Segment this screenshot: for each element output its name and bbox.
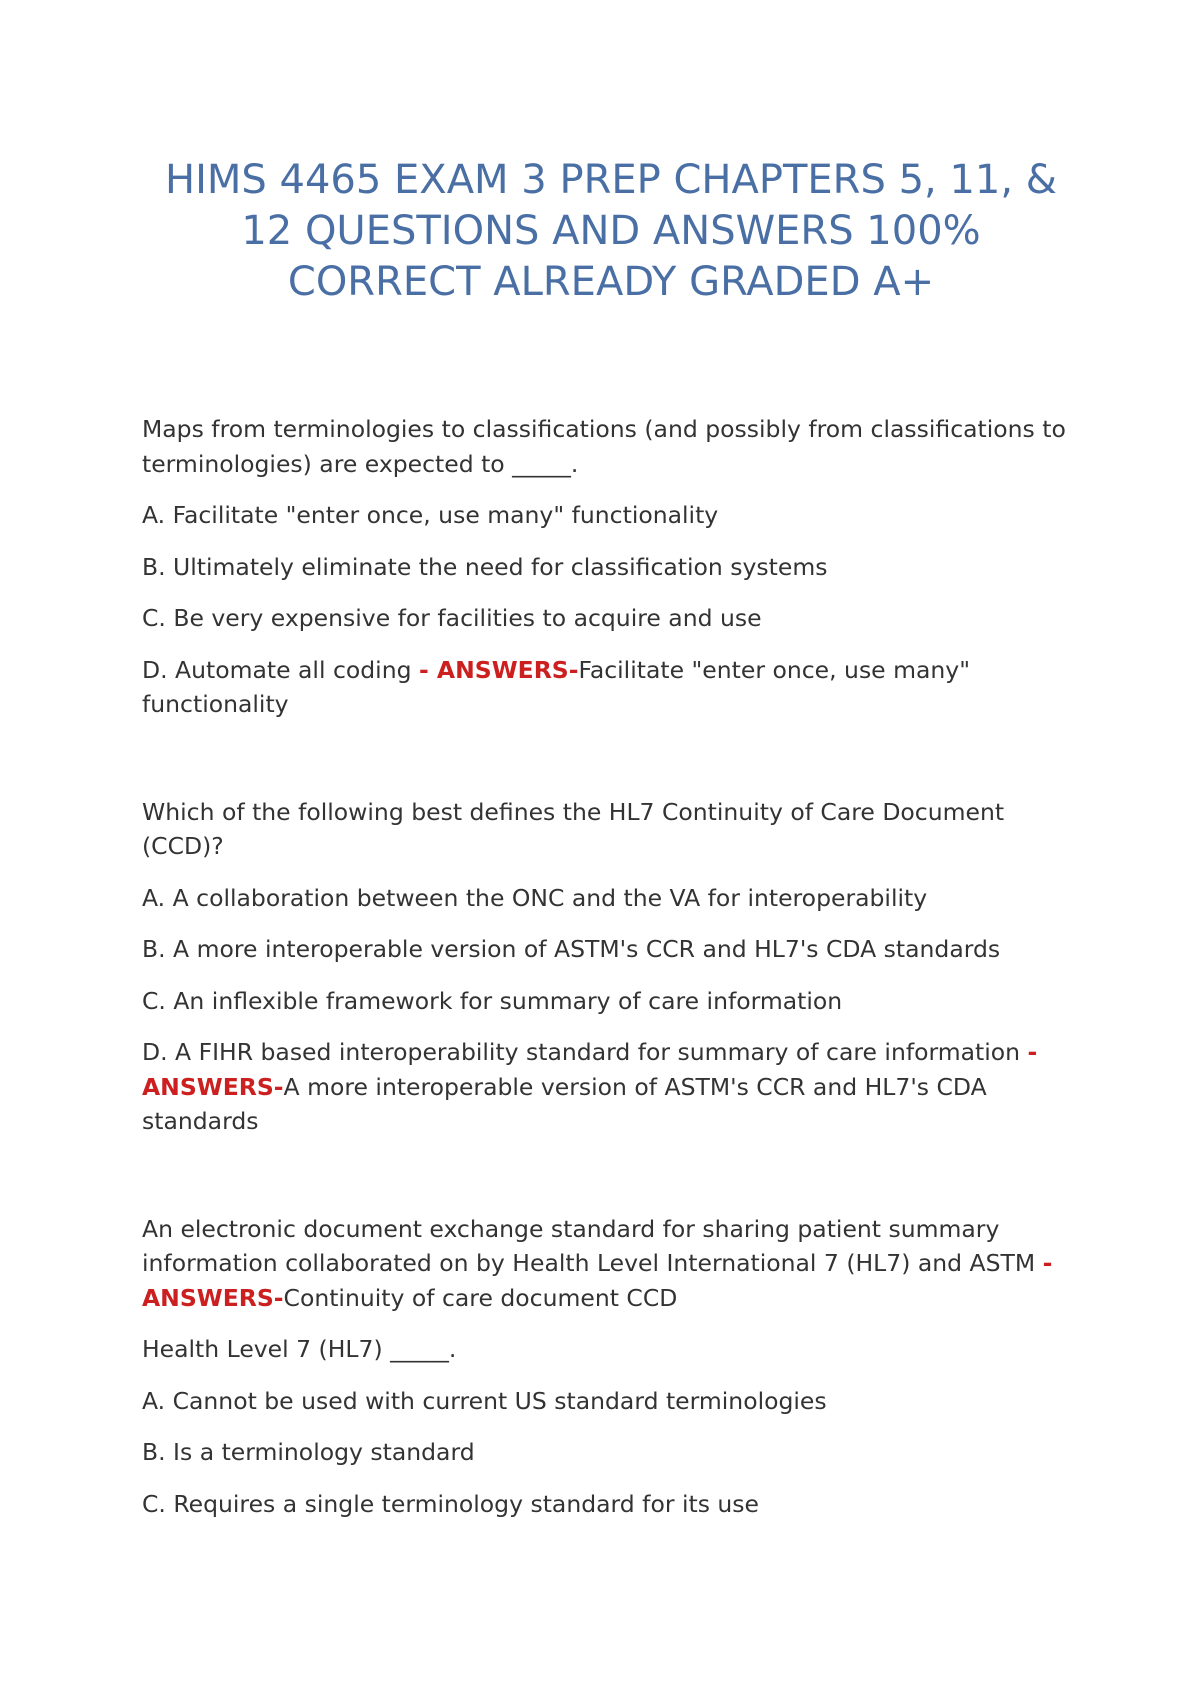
answer-option-text: D. Automate all coding <box>142 655 419 684</box>
answer-option: C. An inflexible framework for summary of care information <box>142 986 843 1015</box>
question-stem: Which of the following best defines the HL7 Continuity of Care Document (CCD)? <box>142 797 1005 860</box>
document-title: HIMS 4465 EXAM 3 PREP CHAPTERS 5, 11, & 12 QUESTIONS AND ANSWERS 100% CORRECT ALREADY GRADED A+ <box>165 157 1057 305</box>
question-block-2 <box>142 795 1070 1139</box>
answer-option-with-answer <box>142 1035 1070 1139</box>
question-stem: Maps from terminologies to classifications (and possibly from classifications to terminologies) are expected to _____. <box>142 415 1066 478</box>
answer-option: B. A more interoperable version of ASTM's CCR and HL7's CDA standards <box>142 935 1001 963</box>
answer-option: C. Requires a single terminology standard for its use <box>142 1489 760 1518</box>
answers-marker: - ANSWERS- <box>419 655 579 684</box>
question-stem: An electronic document exchange standard for sharing patient summary information collaborated on by Health Level International 7 (HL7) and ASTM <box>142 1214 1043 1277</box>
answer-text: A more interoperable version of ASTM's CCR and HL7's CDA standards <box>142 1072 987 1135</box>
answer-option-with-answer <box>142 653 1070 722</box>
spacer <box>142 739 1070 795</box>
answers-marker: - ANSWERS- <box>142 1249 1053 1312</box>
answer-option-text: D. A FIHR based interoperability standard for summary of care information <box>142 1038 1028 1066</box>
answer-option: A. Cannot be used with current US standard terminologies <box>142 1386 827 1415</box>
answer-text: Continuity of care document CCD <box>283 1283 678 1312</box>
answer-option: B. Is a terminology standard <box>142 1438 475 1466</box>
question-block-4 <box>142 1332 1070 1521</box>
answer-option: C. Be very expensive for facilities to acquire and use <box>142 604 762 632</box>
question-stem-with-answer <box>142 1212 1070 1316</box>
answer-option: A. A collaboration between the ONC and the VA for interoperability <box>142 883 928 912</box>
answer-option: B. Ultimately eliminate the need for classification systems <box>142 552 828 581</box>
question-stem: Health Level 7 (HL7) _____. <box>142 1335 457 1363</box>
question-block-1 <box>142 412 1070 722</box>
answer-text: Facilitate "enter once, use many" functionality <box>142 655 971 718</box>
spacer <box>142 1156 1070 1212</box>
answers-marker: - ANSWERS- <box>142 1038 1038 1101</box>
question-block-3 <box>142 1212 1070 1316</box>
answer-option: A. Facilitate "enter once, use many" functionality <box>142 501 719 529</box>
